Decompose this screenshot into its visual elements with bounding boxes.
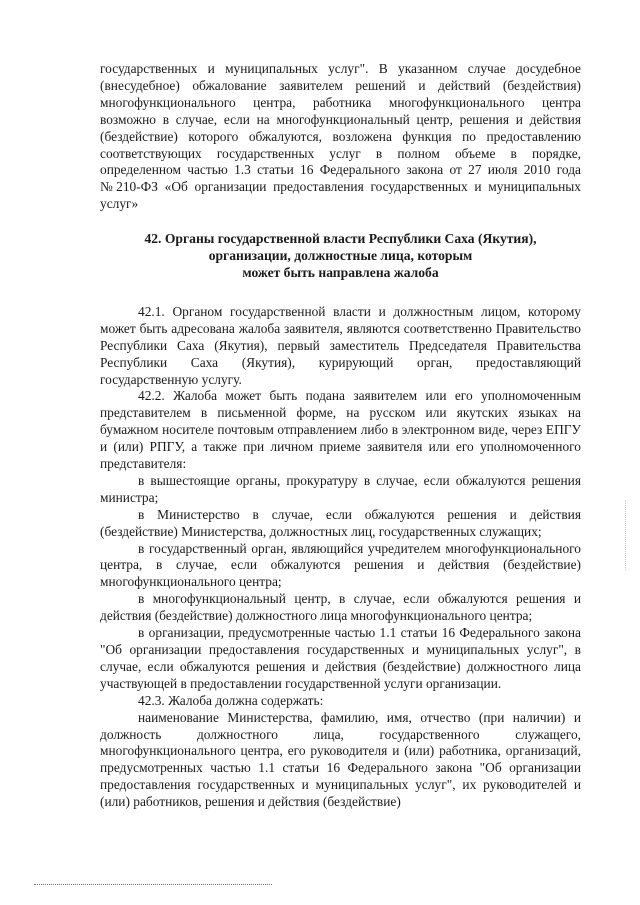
list-item-organizations: в организации, предусмотренные частью 1.1 статьи 16 Федерального закона "Об организации предоставления государственных и муниципальных услуг", в случае, если обжалуются решения и действия (бездействие) должностного лица участвующей в предоставлении государственной услуги организации. [100, 625, 581, 691]
list-item-state-body-founder: в государственный орган, являющийся учредителем многофункционального центра, в случае, если обжалуются решения и действия (бездействие) многофункционального центра; [100, 540, 581, 590]
section-heading-line: организации, должностные лица, которым [208, 248, 473, 264]
list-item-superior-bodies: в вышестоящие органы, прокуратуру в случае, если обжалуются решения министра; [100, 472, 581, 505]
paragraph-42-3: 42.3. Жалоба должна содержать: [138, 692, 324, 708]
footnote-divider [34, 884, 272, 885]
list-item-ministry: в Министерство в случае, если обжалуются решения и действия (бездействие) Министерства, должностных лиц, государственных служащих; [100, 506, 581, 539]
section-heading-line: 42. Органы государственной власти Республики Саха (Якутия), [144, 231, 537, 247]
section-heading [100, 231, 581, 282]
scan-margin-mark [625, 500, 627, 570]
section-heading-line: может быть направлена жалоба [242, 264, 439, 280]
paragraph-42-1: 42.1. Органом государственной власти и должностным лицом, которому может быть адресована жалоба заявителя, являются соответственно Правительство Республики Саха (Якутия), первый заместитель Председателя Правительства Республики Саха (Якутия), курирующий орган, предоставляющий государственную услугу. [100, 303, 581, 387]
intro-paragraph: государственных и муниципальных услуг". В указанном случае досудебное (внесудебное) обжалование заявителем решений и действий (бездействия) многофункционального центра, работника многофункционального центра возможно в случае, если на многофункциональный центр, решения и действия (бездействие) которого обжалуются, возложена функция по предоставлению соответствующих государственных услуг в полном объеме в порядке, определенном частью 1.3 статьи 16 Федерального закона от 27 июля 2010 года №210-ФЗ «Об организации предоставления государственных и муниципальных услуг» [100, 61, 581, 212]
list-item-mfc: в многофункциональный центр, в случае, если обжалуются решения и действия (бездействие) должностного лица многофункционального центра; [100, 591, 581, 624]
list-item-complaint-contents: наименование Министерства, фамилию, имя, отчество (при наличии) и должность должностного лица, государственного служащего, многофункционального центра, его руководителя и (или) работника, организаций, предусмотренных частью 1.1 статьи 16 Федерального закона "Об организации предоставления государственных и муниципальных услуг", их руководителей и (или) работников, решения и действия (бездействие) [100, 709, 581, 810]
paragraph-42-2: 42.2. Жалоба может быть подана заявителем или его уполномоченным представителем в письменной форме, на русском или якутских языках на бумажном носителе почтовым отправлением либо в электронном виде, через ЕПГУ и (или) РПГУ, а также при личном приеме заявителя или его уполномоченного представителя: [100, 388, 581, 472]
